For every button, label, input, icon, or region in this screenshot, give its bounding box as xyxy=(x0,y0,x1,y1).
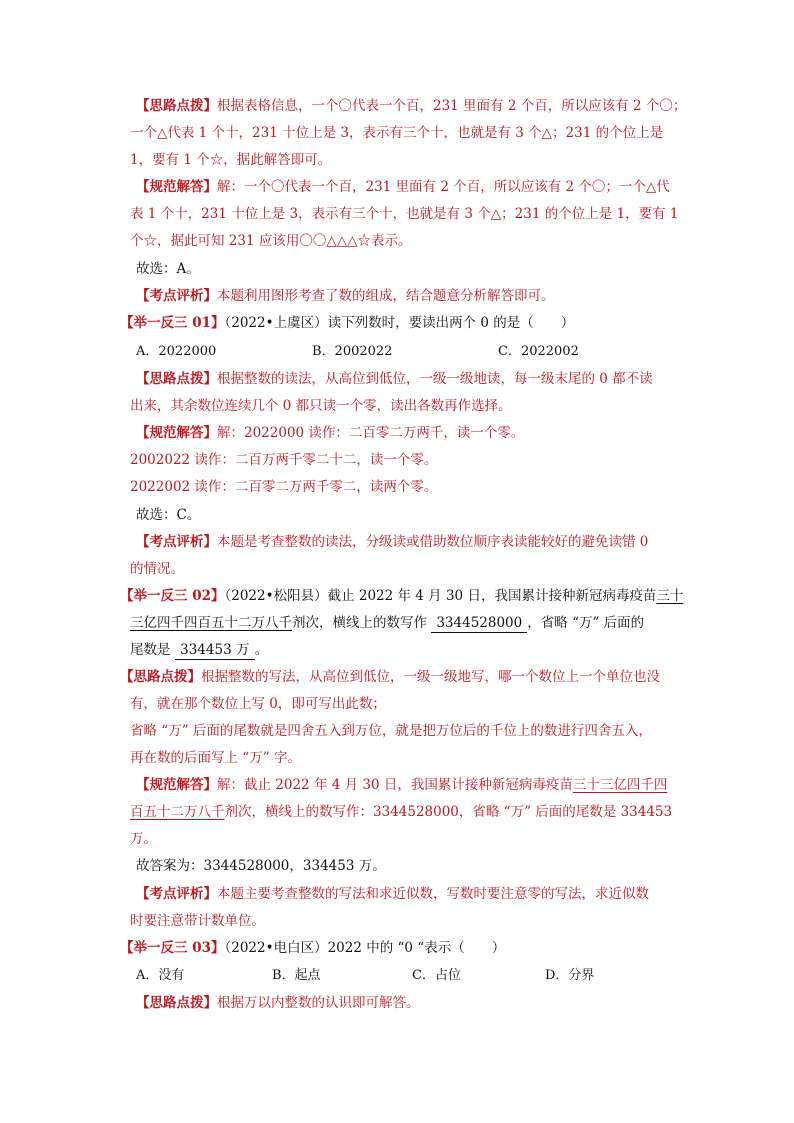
solution-line-3: 个☆，据此可知 231 应该用〇〇△△△☆表示。 xyxy=(130,233,412,249)
evaluation-tag: 【考点评析】 xyxy=(136,288,217,304)
q1-evaluation-line-1: 【考点评析】本题是考查整数的读法，分级读或借助数位顺序表读能较好的避免读错 0 xyxy=(136,534,649,550)
question-01-option-a: A．2022000 xyxy=(136,344,217,359)
hint-line-1: 【思路点拨】根据表格信息，一个〇代表一个百，231 里面有 2 个百，所以应该有 2 个〇； xyxy=(136,98,687,114)
q2-answer-line: 故答案为：3344528000，334453 万。 xyxy=(136,858,386,874)
q2-solution-line-3: 万。 xyxy=(130,831,157,847)
q1-solution-line-1: 【规范解答】解：2022000 读作：二百零二万两千，读一个零。 xyxy=(136,425,525,441)
solution-tag: 【规范解答】 xyxy=(136,179,217,195)
q1-evaluation-line-2: 的情况。 xyxy=(130,561,184,577)
q2-evaluation-line-2: 时要注意带计数单位。 xyxy=(130,913,265,929)
question-01-tag: 【举一反三 01】 xyxy=(120,315,225,331)
q2-hint-line-3: 省略 “万” 后面的尾数就是四舍五入到万位，就是把万位后的千位上的数进行四舍五入， xyxy=(130,723,652,739)
q1-hint-line-1: 【思路点拨】根据整数的读法，从高位到低位，一级一级地读，每一级末尾的 0 都不读 xyxy=(136,371,653,387)
q1-answer-line: 故选：C。 xyxy=(136,507,201,523)
question-03-option-b: B．起点 xyxy=(272,968,321,983)
q2-solution-line-2: 百五十二万八千剂次，横线上的数写作：3344528000，省略 “万” 后面的尾数是 334453 xyxy=(130,804,673,820)
q1-hint-line-2: 出来，其余数位连续几个 0 都只读一个零，读出各数再作选择。 xyxy=(130,398,512,414)
hint-line-2: 一个△代表 1 个十，231 十位上是 3，表示有三个十，也就是有 3 个△；231 的个位上是 xyxy=(130,125,664,141)
q1-solution-line-2: 2002022 读作：二百万两千零二十二，读一个零。 xyxy=(130,452,438,468)
q1-solution-line-3: 2022002 读作：二百零二万两千零二，读两个零。 xyxy=(130,479,438,495)
question-02-line-3: 尾数是 334453 万 。 xyxy=(130,642,269,658)
evaluation-line: 【考点评析】本题利用图形考查了数的组成，结合题意分析解答即可。 xyxy=(136,288,555,304)
hint-tag: 【思路点拨】 xyxy=(136,98,217,114)
solution-line-2: 表 1 个十，231 十位上是 3，表示有三个十，也就是有 3 个△；231 的个位上是 1，要有 1 xyxy=(130,206,679,222)
q2-hint-line-1: 【思路点拨】根据整数的写法，从高位到低位，一级一级地写，哪一个数位上一个单位也没 xyxy=(120,669,660,685)
question-02-line-1: 【举一反三 02】（2022•松阳县）截止 2022 年 4 月 30 日，我国累计接种新冠病毒疫苗三十 xyxy=(120,588,684,604)
hint-line-3: 1，要有 1 个☆，据此解答即可。 xyxy=(130,152,332,168)
question-03-option-a: A．没有 xyxy=(136,968,185,983)
answer-blank-1: 3344528000 xyxy=(431,614,527,633)
question-03-option-d: D．分界 xyxy=(545,968,595,983)
question-03: 【举一反三 03】（2022•电白区）2022 中的 “0 “表示（ ） xyxy=(120,940,506,956)
question-03-tag: 【举一反三 03】 xyxy=(120,940,225,956)
question-01-option-c: C．2022002 xyxy=(498,344,579,359)
q2-hint-line-2: 有，就在那个数位上写 0，即可写出此数； xyxy=(130,696,386,712)
answer-line: 故选：A。 xyxy=(136,261,200,277)
q2-solution-line-1: 【规范解答】解：截止 2022 年 4 月 30 日，我国累计接种新冠病毒疫苗三十三亿四千四 xyxy=(136,777,668,793)
question-02-tag: 【举一反三 02】 xyxy=(120,588,225,604)
question-02-line-2: 三亿四千四百五十二万八千剂次，横线上的数写作 3344528000 ，省略 “万” 后面的 xyxy=(130,615,645,631)
solution-line-1: 【规范解答】解：一个〇代表一个百，231 里面有 2 个百，所以应该有 2 个〇；一个△代 xyxy=(136,179,670,195)
question-03-option-c: C．占位 xyxy=(412,968,461,983)
q3-hint-line: 【思路点拨】根据万以内整数的认识即可解答。 xyxy=(136,995,420,1011)
answer-blank-2: 334453 万 xyxy=(175,641,255,660)
question-01: 【举一反三 01】（2022•上虞区）读下列数时，要读出两个 0 的是（ ） xyxy=(120,315,575,331)
q2-hint-line-4: 再在数的后面写上 “万” 字。 xyxy=(130,750,301,766)
q2-evaluation-line-1: 【考点评析】本题主要考查整数的写法和求近似数，写数时要注意零的写法，求近似数 xyxy=(136,886,649,902)
question-01-option-b: B．2002022 xyxy=(312,344,393,359)
